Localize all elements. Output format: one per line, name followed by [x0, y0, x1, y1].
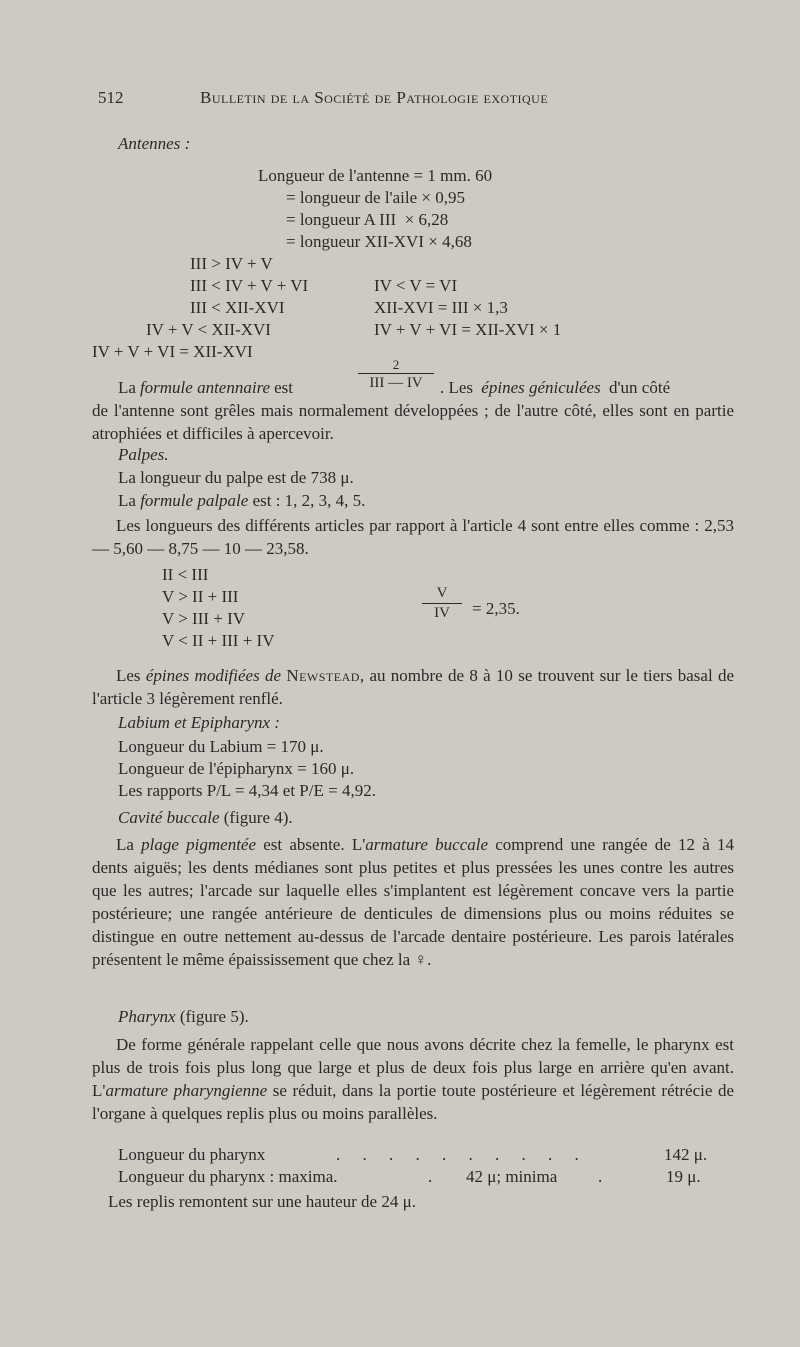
pharynx-heading-rest: (figure 5). [179, 1007, 249, 1026]
pharynx-rest: se réduit, dans la portie toute postérieure et légèrement rétrécie de l'organe à quelques replis plus ou moins parallèles. [92, 1081, 735, 1123]
pharynx-row-2-value: 19 μ. [666, 1167, 701, 1186]
section-heading-pharynx [118, 1007, 249, 1027]
antenna-length-line-4: = longueur XII-XVI × 4,68 [286, 232, 472, 251]
palp-relation-2: V > II + III [162, 587, 239, 606]
plage-pigmentee: plage pigmentée [141, 835, 257, 854]
palp-relation-3: V > III + IV [162, 609, 246, 628]
palp-relation-1: II < III [162, 565, 209, 584]
labium-line-3: Les rapports P/L = 4,34 et P/E = 4,92. [118, 781, 376, 800]
antenna-formula-fraction [358, 358, 434, 392]
formula-line-tail [440, 378, 670, 398]
armature-buccale: armature buccale [365, 835, 489, 854]
palpes-line-2 [118, 491, 365, 511]
pharynx-row-2-dot-2: . [598, 1167, 603, 1186]
antenna-relation-right-3: IV + V + VI = XII-XVI × 1 [374, 320, 562, 339]
antenna-relation-left-5: IV + V + VI = XII-XVI [92, 342, 253, 361]
page-number: 512 [98, 88, 124, 107]
formula-numerator: 2 [392, 357, 400, 372]
epines-geniculees: épines géniculées [481, 378, 601, 397]
labium-line-1: Longueur du Labium = 170 μ. [118, 737, 324, 756]
palp-ratio-value: = 2,35. [472, 599, 520, 618]
cavite-paragraph [92, 833, 734, 971]
palp-ratio-numerator: V [436, 585, 448, 601]
cavite-rest: comprend une rangée de 12 à 14 dents aiguës; les dents médianes sont plus petites et plus pressées les unes contre les autres que les autres; l'arcade sur laquelle elles s'implantent est légèrement concave vers la partie postérieure; une rangée antérieure de denticules de dimensions plus ou moins réduites se distingue en outre nettement au-dessus de l'arcade dentaire postérieure. Les parois latérales présentent le même épaississement que chez la ♀. [92, 835, 735, 969]
section-heading-antennes: Antennes : [118, 134, 191, 153]
cavite-heading-rest: (figure 4). [223, 808, 293, 827]
antenna-length-line-2: = longueur de l'aile × 0,95 [286, 188, 465, 207]
palp-ratio-fraction [422, 586, 462, 622]
antenna-relation-right-2: XII-XVI = III × 1,3 [374, 298, 508, 317]
labium-line-2: Longueur de l'épipharynx = 160 μ. [118, 759, 355, 778]
antenna-relation-left-3: III < XII-XVI [190, 298, 285, 317]
antenna-relation-right-1: IV < V = VI [374, 276, 458, 295]
fraction-bar [358, 373, 434, 374]
pharynx-start: De forme générale rappelant celle que nous avons décrite chez la femelle, le pharynx est plus de trois fois plus long que large et plus de deux fois plus large en arrière qu'en avant. L' [92, 1035, 734, 1100]
palpes-line-2-rest: est : 1, 2, 3, 4, 5. [252, 491, 366, 510]
cavite-mid: est absente. L' [263, 835, 366, 854]
palp-ratio-denominator: IV [434, 605, 450, 621]
armature-pharyngienne: armature pharyngienne [105, 1081, 268, 1100]
antenna-length-line-3: = longueur A III × 6,28 [286, 210, 449, 229]
pharynx-row-2-label: Longueur du pharynx : maxima. [118, 1167, 338, 1186]
cavite-prefix: La [116, 835, 134, 854]
pharynx-row-1-label: Longueur du pharynx [118, 1145, 266, 1164]
section-heading-labium: Labium et Epipharynx : [118, 713, 280, 732]
formula-label: formule antennaire [139, 378, 271, 397]
pharynx-paragraph [92, 1033, 734, 1125]
pharynx-last-line: Les replis remontent sur une hauteur de 24 μ. [108, 1192, 416, 1211]
antenna-length-line-1: Longueur de l'antenne = 1 mm. 60 [258, 166, 493, 185]
palpes-line-2-prefix: La [118, 491, 136, 510]
cavite-heading-italic: Cavité buccale [118, 808, 220, 827]
formule-palpale: formule palpale [140, 491, 249, 510]
modified-rest: , au nombre de 8 à 10 se trouvent sur le tiers basal de l'article 3 légèrement renflé. [92, 666, 734, 708]
formula-line [118, 378, 293, 398]
section-heading-cavite [118, 808, 293, 828]
formula-est: est [274, 378, 293, 397]
pharynx-row-2-dot: . [428, 1167, 433, 1186]
formula-denominator: III — IV [369, 375, 423, 391]
pharynx-row-1-leader: . . . . . . . . . . [336, 1145, 588, 1164]
pharynx-row-1-value: 142 μ. [664, 1145, 708, 1164]
fraction-bar [422, 603, 462, 604]
palp-relation-4: V < II + III + IV [162, 631, 275, 650]
modified-italic: épines modifiées de [145, 666, 282, 685]
palpes-ratios-paragraph: Les longueurs des différents articles par rapport à l'article 4 sont entre elles comme : 2,53 — 5,60 — 8,75 — 10 — 23,58. [92, 516, 734, 558]
epines-modifiees-paragraph [92, 664, 734, 710]
palpes-line-1: La longueur du palpe est de 738 μ. [118, 468, 354, 487]
formula-line-end: d'un côté [608, 378, 671, 397]
formula-prefix: La [118, 378, 136, 397]
antenna-relation-left-2: III < IV + V + VI [190, 276, 309, 295]
formula-after: . Les [440, 378, 474, 397]
modified-prefix: Les [116, 666, 141, 685]
author-newstead: Newstead [286, 666, 360, 685]
section-heading-palpes: Palpes. [118, 445, 169, 464]
epines-paragraph: de l'antenne sont grêles mais normalement développées ; de l'autre côté, elles sont en partie atrophiées et difficiles à apercevoir. [92, 401, 734, 443]
pharynx-row-2-max: 42 μ; minima [466, 1167, 558, 1186]
antenna-relation-left-1: III > IV + V [190, 254, 273, 273]
antenna-relation-left-4: IV + V < XII-XVI [146, 320, 271, 339]
running-title: Bulletin de la Société de Pathologie exotique [200, 88, 549, 107]
pharynx-heading-italic: Pharynx [118, 1007, 176, 1026]
